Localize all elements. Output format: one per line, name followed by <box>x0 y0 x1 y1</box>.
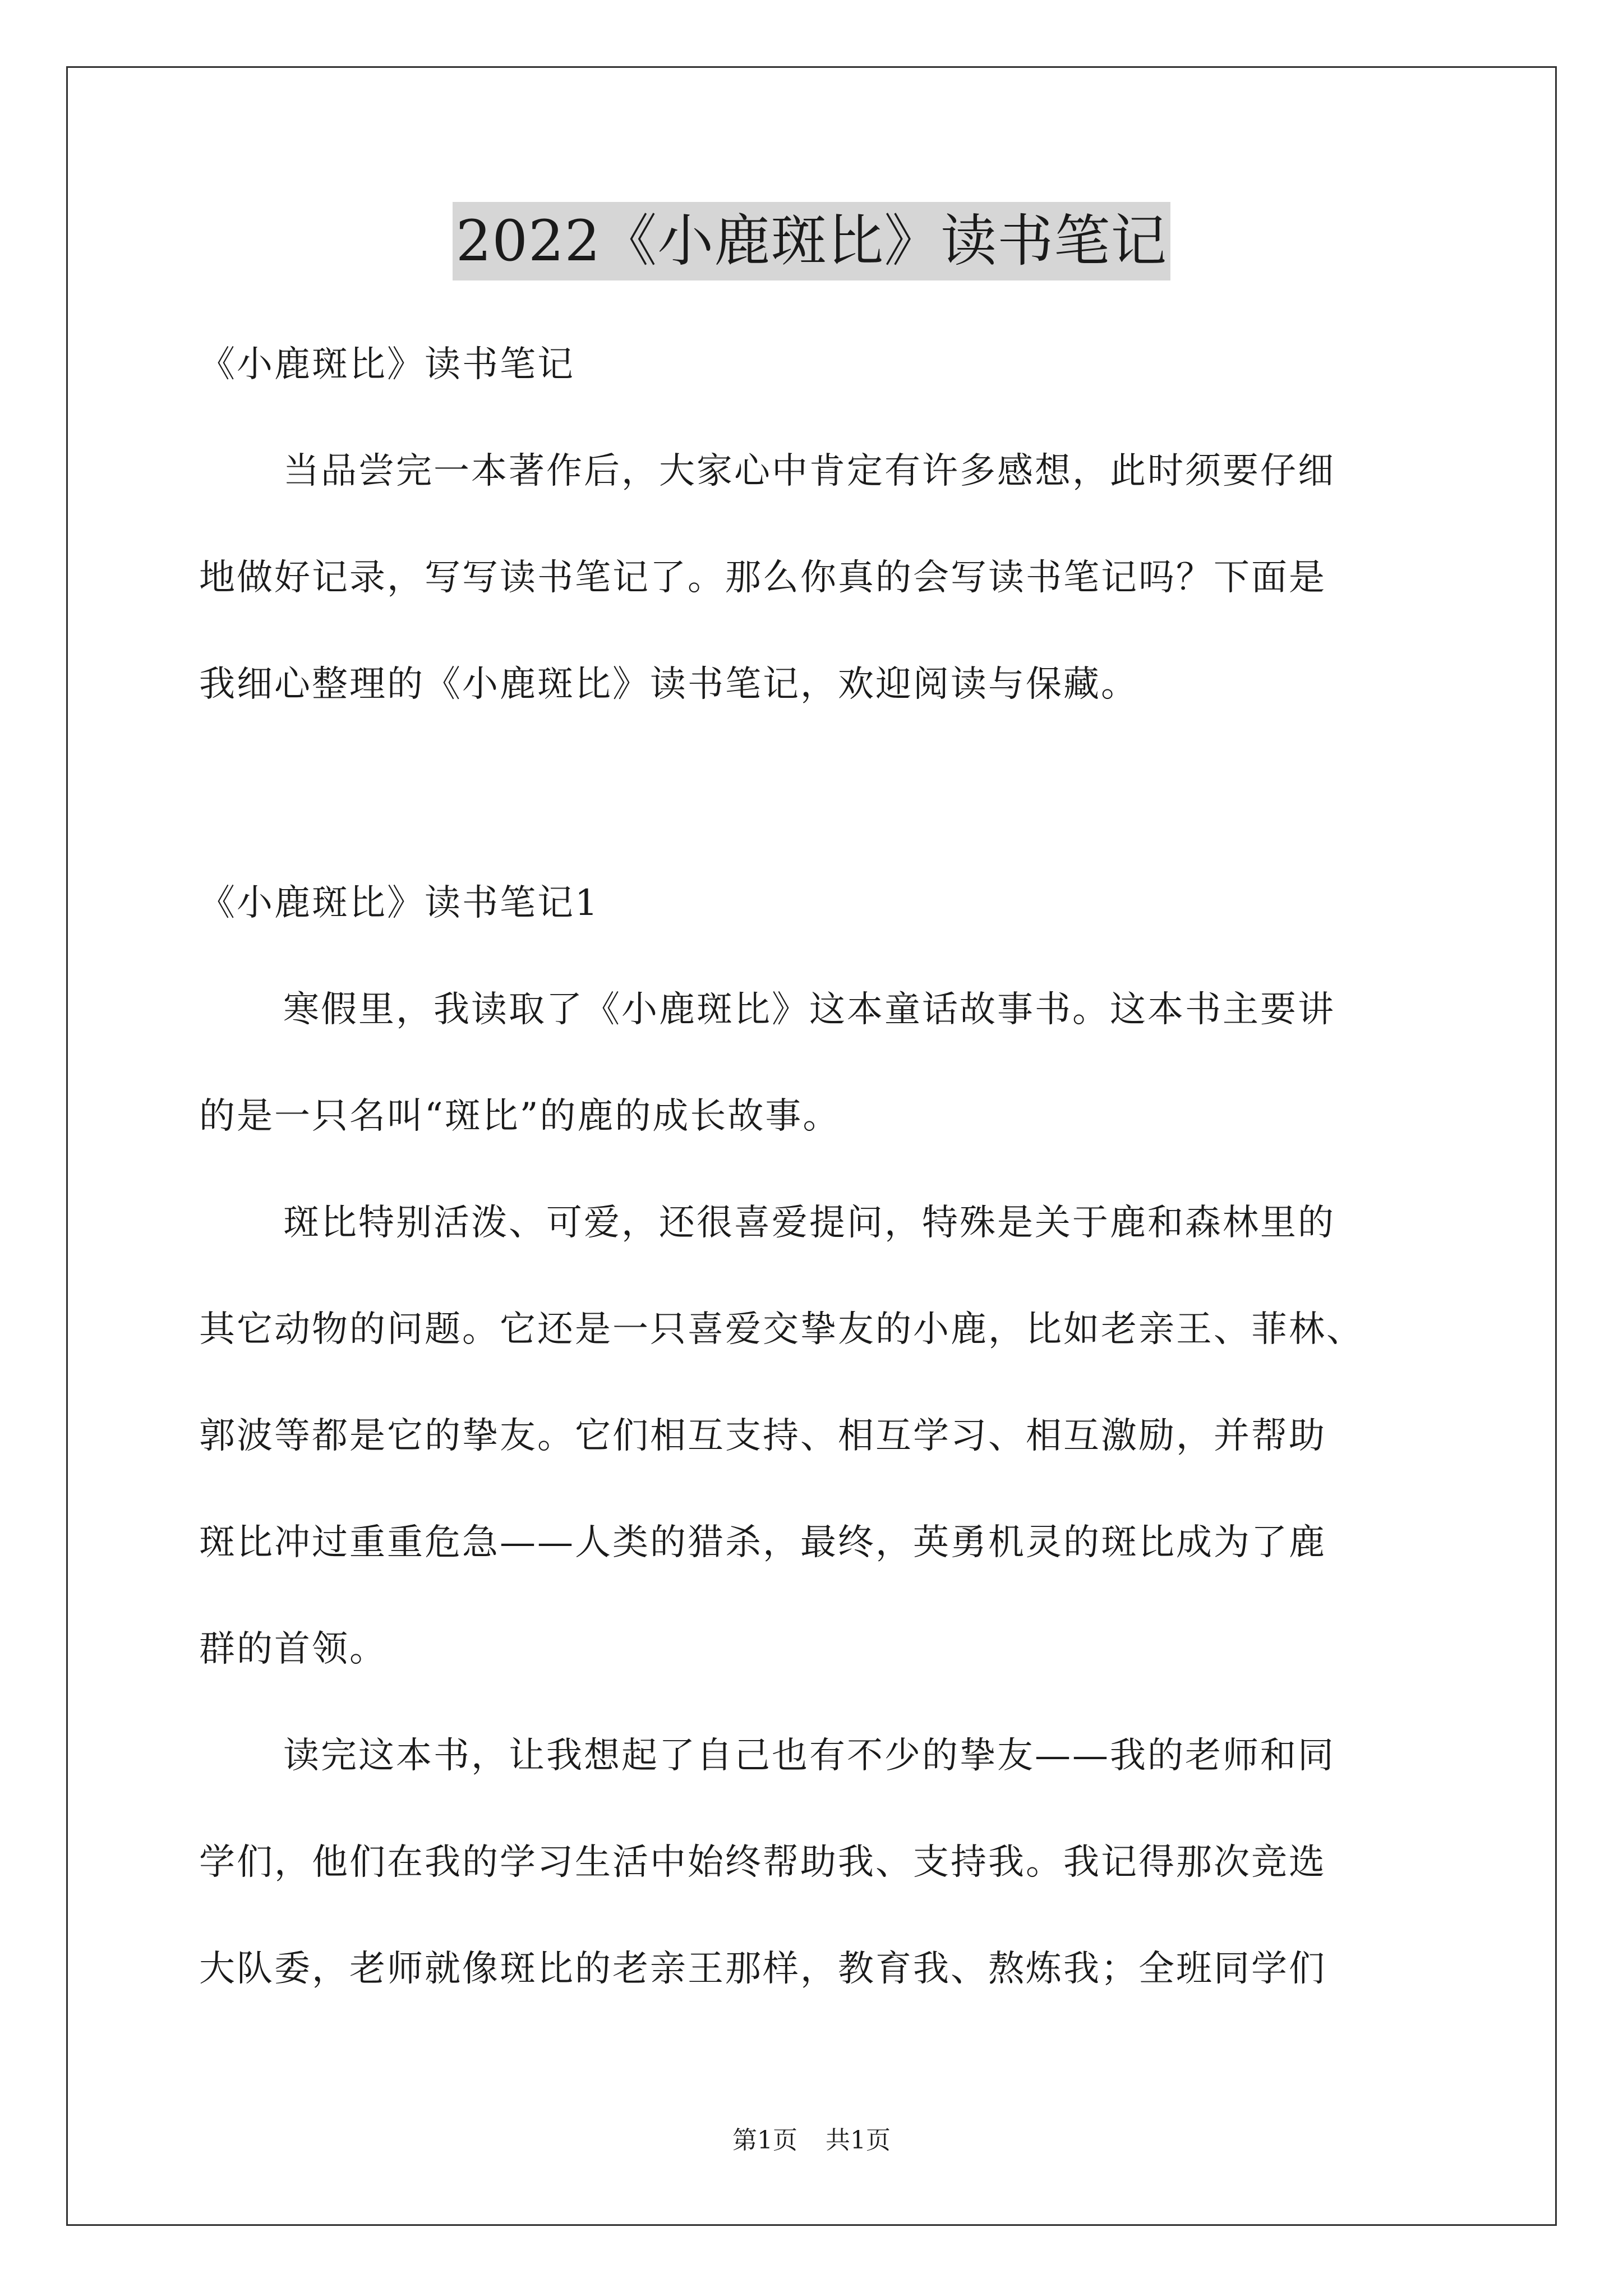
paragraph-2 <box>199 1170 1433 1703</box>
document-subtitle: 《小鹿斑比》读书笔记 <box>199 344 575 385</box>
text-line: 斑比冲过重重危急——人类的猎杀，最终，英勇机灵的斑比成为了鹿 <box>199 1522 1326 1563</box>
section-heading: 《小鹿斑比》读书笔记1 <box>199 882 600 924</box>
intro-paragraph <box>199 418 1433 738</box>
title-container <box>0 202 1623 280</box>
text-line: 群的首领。 <box>199 1628 387 1670</box>
document-title: 2022《小鹿斑比》读书笔记 <box>453 202 1171 280</box>
text-line: 大队委，老师就像斑比的老亲王那样，教育我、熬炼我；全班同学们 <box>199 1948 1326 1990</box>
document-body <box>199 311 1433 2022</box>
text-line: 的是一只名叫“斑比”的鹿的成长故事。 <box>199 1096 841 1137</box>
text-line: 读完这本书，让我想起了自己也有不少的挚友——我的老师和同 <box>283 1735 1335 1777</box>
text-line: 当品尝完一本著作后，大家心中肯定有许多感想，此时须要仔细 <box>283 450 1335 492</box>
text-line: 我细心整理的《小鹿斑比》读书笔记，欢迎阅读与保藏。 <box>199 664 1138 705</box>
text-line: 郭波等都是它的挚友。它们相互支持、相互学习、相互激励，并帮助 <box>199 1415 1326 1457</box>
section-spacer <box>199 738 1433 850</box>
text-line: 斑比特别活泼、可爱，还很喜爱提问，特殊是关于鹿和森林里的 <box>283 1202 1335 1244</box>
page-total: 共1页 <box>826 2126 891 2155</box>
page-footer <box>0 2124 1623 2157</box>
paragraph-3 <box>199 1703 1433 2022</box>
text-line: 学们，他们在我的学习生活中始终帮助我、支持我。我记得那次竞选 <box>199 1842 1326 1883</box>
paragraph-1 <box>199 956 1433 1170</box>
text-line: 其它动物的问题。它还是一只喜爱交挚友的小鹿，比如老亲王、菲林、 <box>199 1309 1364 1350</box>
page-number: 第1页 <box>732 2126 797 2155</box>
text-line: 寒假里，我读取了《小鹿斑比》这本童话故事书。这本书主要讲 <box>283 989 1335 1030</box>
text-line: 地做好记录，写写读书笔记了。那么你真的会写读书笔记吗？下面是 <box>199 557 1326 599</box>
